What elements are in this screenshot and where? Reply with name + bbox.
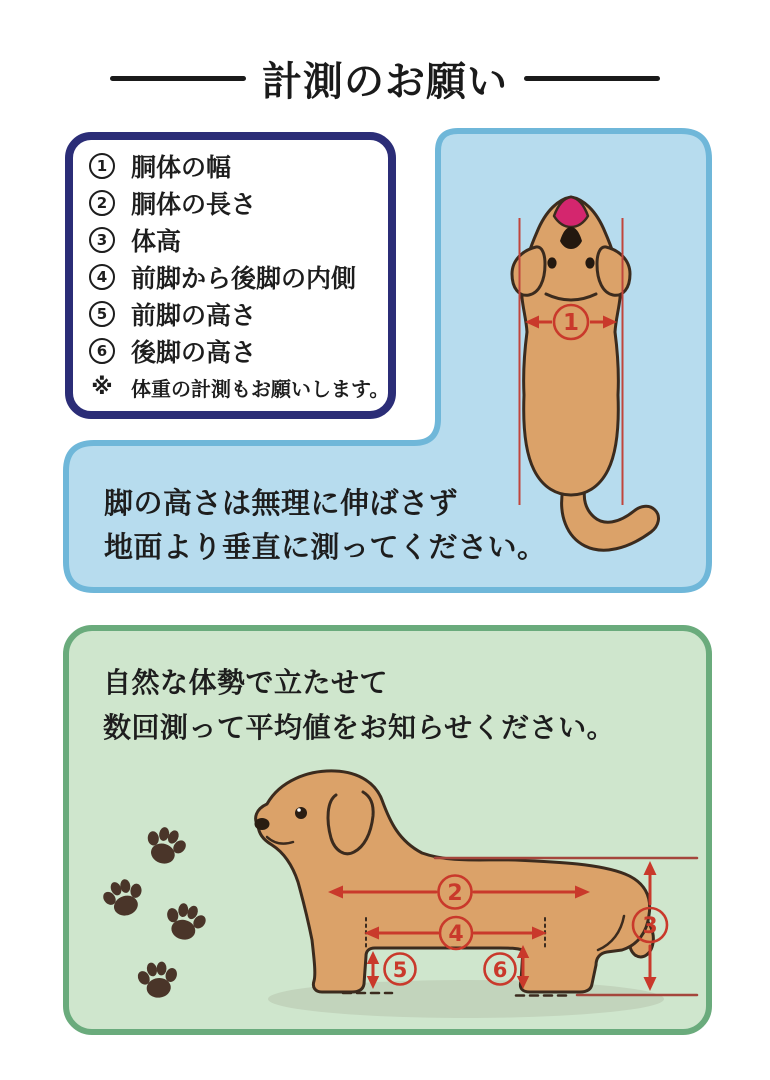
green-panel-caption-line2: 数回測って平均値をお知らせください。 [103,711,616,744]
note-mark: ※ [91,375,113,400]
item-number-circle: 6 [89,338,115,364]
item-label: 前脚から後脚の内側 [131,263,357,293]
item-label: 体高 [131,226,182,256]
marker-3: 3 [642,914,658,939]
marker-1: 1 [562,310,580,336]
dog-side-eye-glint [297,808,301,812]
title-divider-right [524,76,660,81]
dog-side-eye [295,807,307,819]
dog-top-right-eye [585,257,594,268]
item-label: 前脚の高さ [131,300,257,330]
list-item [89,147,388,184]
marker-4: 4 [448,922,464,947]
note-label: 体重の計測もお願いします。 [131,377,390,401]
list-item [89,258,388,295]
title-divider-left [110,76,246,81]
item-number-circle: 3 [89,227,115,253]
list-item [89,295,388,332]
measurement-list-box [65,132,396,419]
marker-5: 5 [392,958,408,982]
list-item [89,332,388,369]
item-number-circle: 5 [89,301,115,327]
page-title: 計測のお願い [262,59,508,105]
marker-2: 2 [447,881,463,906]
marker-6: 6 [492,958,508,982]
item-number-circle: 1 [89,153,115,179]
green-panel-caption-line1: 自然な体勢で立たせて [103,666,389,699]
page-header [0,50,770,107]
item-label: 胴体の長さ [131,189,257,219]
blue-panel-caption-line2: 地面より垂直に測ってください。 [104,530,547,564]
list-item [89,184,388,221]
item-number-circle: 2 [89,190,115,216]
list-note [89,369,388,406]
item-number-circle: 4 [89,264,115,290]
item-label: 胴体の幅 [131,152,232,182]
dog-top-left-eye [547,257,556,268]
dog-side-nose [255,818,270,830]
blue-panel-caption-line1: 脚の高さは無理に伸ばさず [104,486,459,520]
list-item [89,221,388,258]
item-label: 後脚の高さ [131,337,257,367]
